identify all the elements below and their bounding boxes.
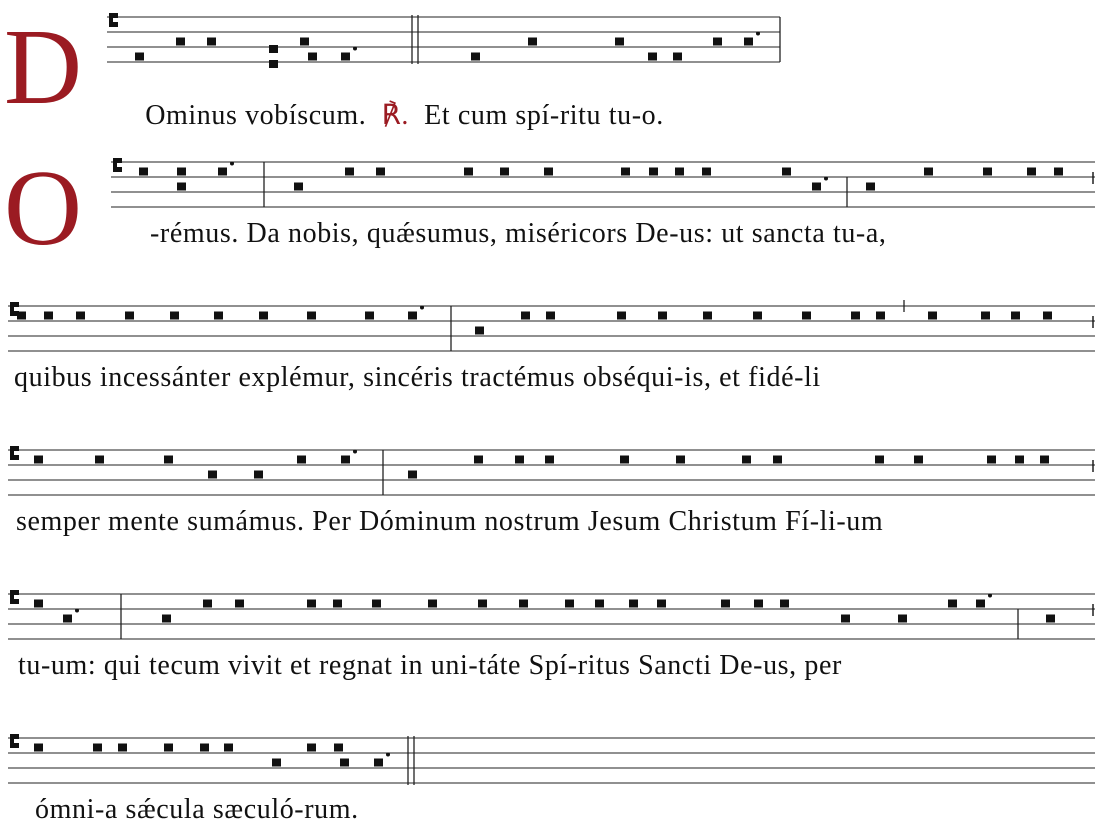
punctum-note xyxy=(95,456,104,464)
punctum-note xyxy=(521,312,530,320)
punctum-note xyxy=(307,600,316,608)
punctum-note xyxy=(1040,456,1049,464)
c-clef-icon xyxy=(10,446,14,460)
punctum-note xyxy=(164,744,173,752)
punctum-note xyxy=(34,744,43,752)
punctum-note xyxy=(546,312,555,320)
punctum-note xyxy=(269,60,278,68)
punctum-note xyxy=(948,600,957,608)
punctum-note xyxy=(629,600,638,608)
punctum-note xyxy=(365,312,374,320)
punctum-note xyxy=(713,38,722,46)
punctum-note xyxy=(208,471,217,479)
punctum-note xyxy=(272,759,281,767)
punctum-note xyxy=(515,456,524,464)
punctum-note xyxy=(44,312,53,320)
punctum-note xyxy=(802,312,811,320)
punctum-note xyxy=(372,600,381,608)
lyric-line-6: ómni-a sǽcula sæculó-rum. xyxy=(35,794,359,825)
punctum-note xyxy=(408,471,417,479)
punctum-note xyxy=(308,53,317,61)
punctum-note xyxy=(374,759,383,767)
punctum-note xyxy=(177,168,186,176)
punctum-note xyxy=(876,312,885,320)
punctum-note xyxy=(1027,168,1036,176)
punctum-note xyxy=(203,600,212,608)
punctum-note xyxy=(519,600,528,608)
punctum-note xyxy=(773,456,782,464)
punctum-note xyxy=(676,456,685,464)
punctum-note xyxy=(135,53,144,61)
punctum-note xyxy=(207,38,216,46)
mora-dot xyxy=(230,162,234,166)
lyric-line-1-verse: Ominus vobíscum. xyxy=(145,100,367,131)
punctum-note xyxy=(428,600,437,608)
punctum-note xyxy=(782,168,791,176)
punctum-note xyxy=(1043,312,1052,320)
punctum-note xyxy=(345,168,354,176)
punctum-note xyxy=(914,456,923,464)
punctum-note xyxy=(177,183,186,191)
punctum-note xyxy=(753,312,762,320)
punctum-note xyxy=(754,600,763,608)
punctum-note xyxy=(657,600,666,608)
punctum-note xyxy=(983,168,992,176)
lyric-line-3: quibus incessánter explémur, sincéris tractémus obséqui-is, et fidé-li xyxy=(14,362,821,393)
c-clef-icon xyxy=(113,158,117,172)
punctum-note xyxy=(300,38,309,46)
punctum-note xyxy=(744,38,753,46)
punctum-note xyxy=(673,53,682,61)
initial-letter-o: O xyxy=(4,149,82,268)
punctum-note xyxy=(254,471,263,479)
punctum-note xyxy=(333,600,342,608)
punctum-note xyxy=(721,600,730,608)
punctum-note xyxy=(170,312,179,320)
punctum-note xyxy=(658,312,667,320)
punctum-note xyxy=(341,53,350,61)
punctum-note xyxy=(139,168,148,176)
punctum-note xyxy=(235,600,244,608)
punctum-note xyxy=(780,600,789,608)
punctum-note xyxy=(866,183,875,191)
punctum-note xyxy=(812,183,821,191)
punctum-note xyxy=(928,312,937,320)
punctum-note xyxy=(376,168,385,176)
punctum-note xyxy=(595,600,604,608)
punctum-note xyxy=(17,312,26,320)
lyric-line-5: tu-um: qui tecum vivit et regnat in uni-táte Spí-ritus Sancti De-us, per xyxy=(18,650,842,681)
c-clef-icon xyxy=(10,590,14,604)
punctum-note xyxy=(63,615,72,623)
punctum-note xyxy=(478,600,487,608)
lyric-line-1 xyxy=(130,74,664,130)
punctum-note xyxy=(649,168,658,176)
punctum-note xyxy=(259,312,268,320)
mora-dot xyxy=(756,32,760,36)
punctum-note xyxy=(500,168,509,176)
punctum-note xyxy=(987,456,996,464)
punctum-note xyxy=(1046,615,1055,623)
punctum-note xyxy=(875,456,884,464)
lyric-line-4: semper mente sumámus. Per Dóminum nostrum Jesum Christum Fí-li-um xyxy=(16,506,884,537)
mora-dot xyxy=(353,450,357,454)
punctum-note xyxy=(307,744,316,752)
punctum-note xyxy=(702,168,711,176)
c-clef-icon xyxy=(10,734,14,748)
punctum-note xyxy=(841,615,850,623)
punctum-note xyxy=(617,312,626,320)
punctum-note xyxy=(118,744,127,752)
punctum-note xyxy=(162,615,171,623)
punctum-note xyxy=(76,312,85,320)
c-clef-icon xyxy=(10,302,14,316)
punctum-note xyxy=(742,456,751,464)
lyric-line-2: -rémus. Da nobis, quǽsumus, miséricors De-us: ut sancta tu-a, xyxy=(150,218,887,249)
punctum-note xyxy=(545,456,554,464)
punctum-note xyxy=(1011,312,1020,320)
punctum-note xyxy=(544,168,553,176)
punctum-note xyxy=(297,456,306,464)
punctum-note xyxy=(471,53,480,61)
mora-dot xyxy=(420,306,424,310)
punctum-note xyxy=(164,456,173,464)
initial-letter-d: D xyxy=(4,8,82,127)
lyric-line-1-response: Et cum spí-ritu tu-o. xyxy=(424,100,664,131)
punctum-note xyxy=(176,38,185,46)
punctum-note xyxy=(898,615,907,623)
punctum-note xyxy=(851,312,860,320)
punctum-note xyxy=(703,312,712,320)
punctum-note xyxy=(125,312,134,320)
mora-dot xyxy=(824,177,828,181)
punctum-note xyxy=(976,600,985,608)
punctum-note xyxy=(615,38,624,46)
punctum-note xyxy=(1054,168,1063,176)
punctum-note xyxy=(294,183,303,191)
punctum-note xyxy=(464,168,473,176)
punctum-note xyxy=(341,456,350,464)
punctum-note xyxy=(34,600,43,608)
punctum-note xyxy=(528,38,537,46)
punctum-note xyxy=(620,456,629,464)
punctum-note xyxy=(269,45,278,53)
punctum-note xyxy=(34,456,43,464)
mora-dot xyxy=(75,609,79,613)
punctum-note xyxy=(408,312,417,320)
punctum-note xyxy=(474,456,483,464)
punctum-note xyxy=(1015,456,1024,464)
punctum-note xyxy=(93,744,102,752)
punctum-note xyxy=(340,759,349,767)
punctum-note xyxy=(648,53,657,61)
mora-dot xyxy=(386,753,390,757)
punctum-note xyxy=(214,312,223,320)
punctum-note xyxy=(475,327,484,335)
mora-dot xyxy=(353,47,357,51)
response-sign: ℟. xyxy=(381,100,409,131)
punctum-note xyxy=(200,744,209,752)
punctum-note xyxy=(307,312,316,320)
punctum-note xyxy=(621,168,630,176)
punctum-note xyxy=(334,744,343,752)
mora-dot xyxy=(988,594,992,598)
punctum-note xyxy=(218,168,227,176)
punctum-note xyxy=(565,600,574,608)
punctum-note xyxy=(924,168,933,176)
punctum-note xyxy=(981,312,990,320)
punctum-note xyxy=(224,744,233,752)
c-clef-icon xyxy=(109,13,113,27)
punctum-note xyxy=(675,168,684,176)
